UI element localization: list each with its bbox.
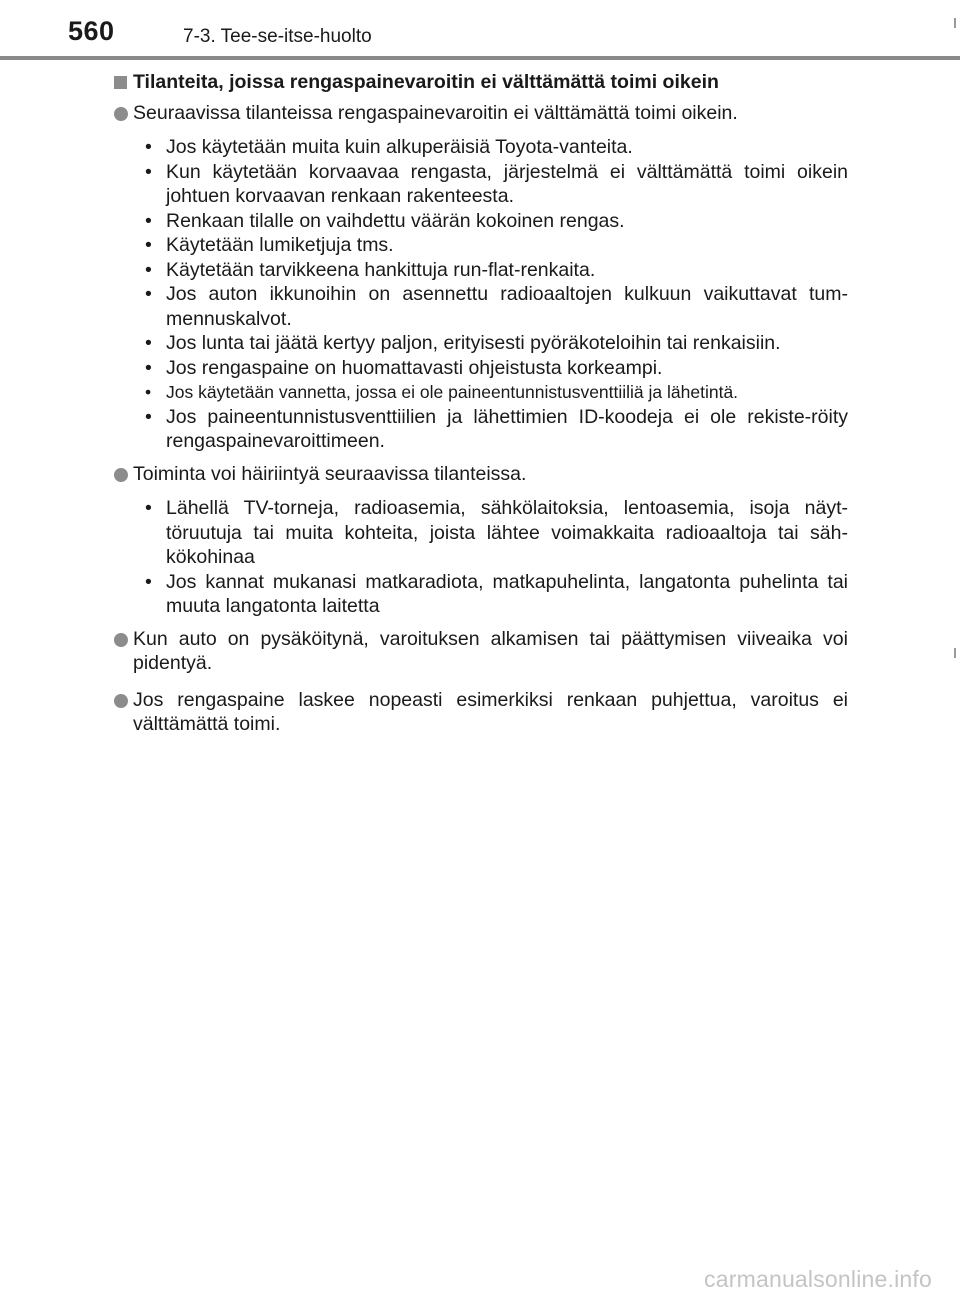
edge-mark: [954, 18, 956, 28]
main-content: [113, 70, 848, 743]
bullet-dot: •: [145, 160, 152, 183]
paragraph-text: Jos rengaspaine laskee nopeasti esimerkiksi renkaan puhjettua, varoitus ei välttämättä toimi.: [133, 688, 848, 735]
paragraph-text: Toiminta voi häiriintyä seuraavissa tilanteissa.: [133, 462, 527, 485]
list-item: [113, 496, 848, 570]
list-item: [113, 233, 848, 258]
bullet-dot: •: [145, 209, 152, 232]
section-title: 7-3. Tee-se-itse-huolto: [183, 26, 372, 47]
section-heading-text: Tilanteita, joissa rengaspainevaroitin ei välttämättä toimi oikein: [133, 71, 719, 93]
bullet-dot: •: [145, 258, 152, 281]
paragraph-text: Seuraavissa tilanteissa rengaspainevaroitin ei välttämättä toimi oikein.: [133, 101, 738, 124]
circle-bullet-icon: [114, 468, 128, 482]
page-number: 560: [68, 16, 115, 46]
interference-list: [113, 496, 848, 619]
list-item-text: Jos kannat mukanasi matkaradiota, matkapuhelinta, langatonta puhelinta tai muuta langatonta laitetta: [166, 570, 848, 617]
bullet-dot: •: [145, 382, 152, 402]
list-item-text: Lähellä TV-torneja, radioasemia, sähkölaitoksia, lentoasemia, isoja näyt-töruutuja tai muita kohteita, joista lähtee voimakkaita radioaaltoja tai säh-kökohinaa: [166, 497, 848, 568]
bullet-dot: •: [145, 283, 152, 305]
circle-bullet-icon: [114, 107, 128, 121]
bullet-dot: •: [145, 136, 152, 158]
list-item-text: Kun käytetään korvaavaa rengasta, järjestelmä ei välttämättä toimi oikein johtuen korvaavan renkaan rakenteesta.: [166, 160, 848, 207]
list-item: [113, 405, 848, 454]
list-item: [113, 258, 848, 283]
condition-list: [113, 135, 848, 454]
bullet-dot: •: [145, 234, 152, 256]
paragraph-interference: [113, 462, 848, 487]
list-item-text: Renkaan tilalle on vaihdettu väärän kokoinen rengas.: [166, 209, 625, 232]
list-item: [113, 570, 848, 619]
list-item-text: Käytetään tarvikkeena hankittuja run-flat-renkaita.: [166, 258, 596, 281]
list-item-text: Jos käytetään muita kuin alkuperäisiä Toyota-vanteita.: [166, 136, 633, 158]
watermark-text: carmanualsonline.info: [704, 1266, 932, 1292]
circle-bullet-icon: [114, 694, 128, 708]
bullet-dot: •: [145, 332, 152, 354]
list-item-text: Jos lunta tai jäätä kertyy paljon, erityisesti pyöräkoteloihin tai renkaisiin.: [166, 332, 781, 354]
circle-bullet-icon: [114, 633, 128, 647]
list-item: [113, 331, 848, 356]
paragraph-tpms-conditions: [113, 101, 848, 126]
bullet-dot: •: [145, 497, 152, 519]
paragraph-text: Kun auto on pysäköitynä, varoituksen alkamisen tai päättymisen viiveaika voi pidentyä.: [133, 627, 848, 674]
bullet-dot: •: [145, 356, 152, 379]
list-item-text: Jos paineentunnistusventtiilien ja lähettimien ID-koodeja ei ole rekiste-röity rengaspainevaroittimeen.: [166, 405, 848, 452]
square-bullet-icon: [114, 76, 127, 89]
list-item-text: Käytetään lumiketjuja tms.: [166, 234, 394, 256]
bullet-dot: •: [145, 405, 152, 428]
list-item: [113, 209, 848, 234]
page-header: [0, 0, 960, 62]
list-item: [113, 135, 848, 160]
list-item: [113, 356, 848, 381]
edge-mark: [954, 648, 956, 658]
section-heading: [113, 70, 848, 95]
list-item-text: Jos rengaspaine on huomattavasti ohjeistusta korkeampi.: [166, 356, 663, 379]
list-item: [113, 160, 848, 209]
bullet-dot: •: [145, 570, 152, 593]
list-item-text: Jos auton ikkunoihin on asennettu radioaaltojen kulkuun vaikuttavat tum-mennuskalvot.: [166, 283, 848, 330]
paragraph-rapid-loss: [113, 688, 848, 737]
list-item-text: Jos käytetään vannetta, jossa ei ole paineentunnistusventtiiliä ja lähetintä.: [166, 382, 739, 402]
header-divider: [0, 56, 960, 60]
list-item: [113, 282, 848, 331]
list-item: [113, 380, 848, 405]
paragraph-parked-delay: [113, 627, 848, 676]
